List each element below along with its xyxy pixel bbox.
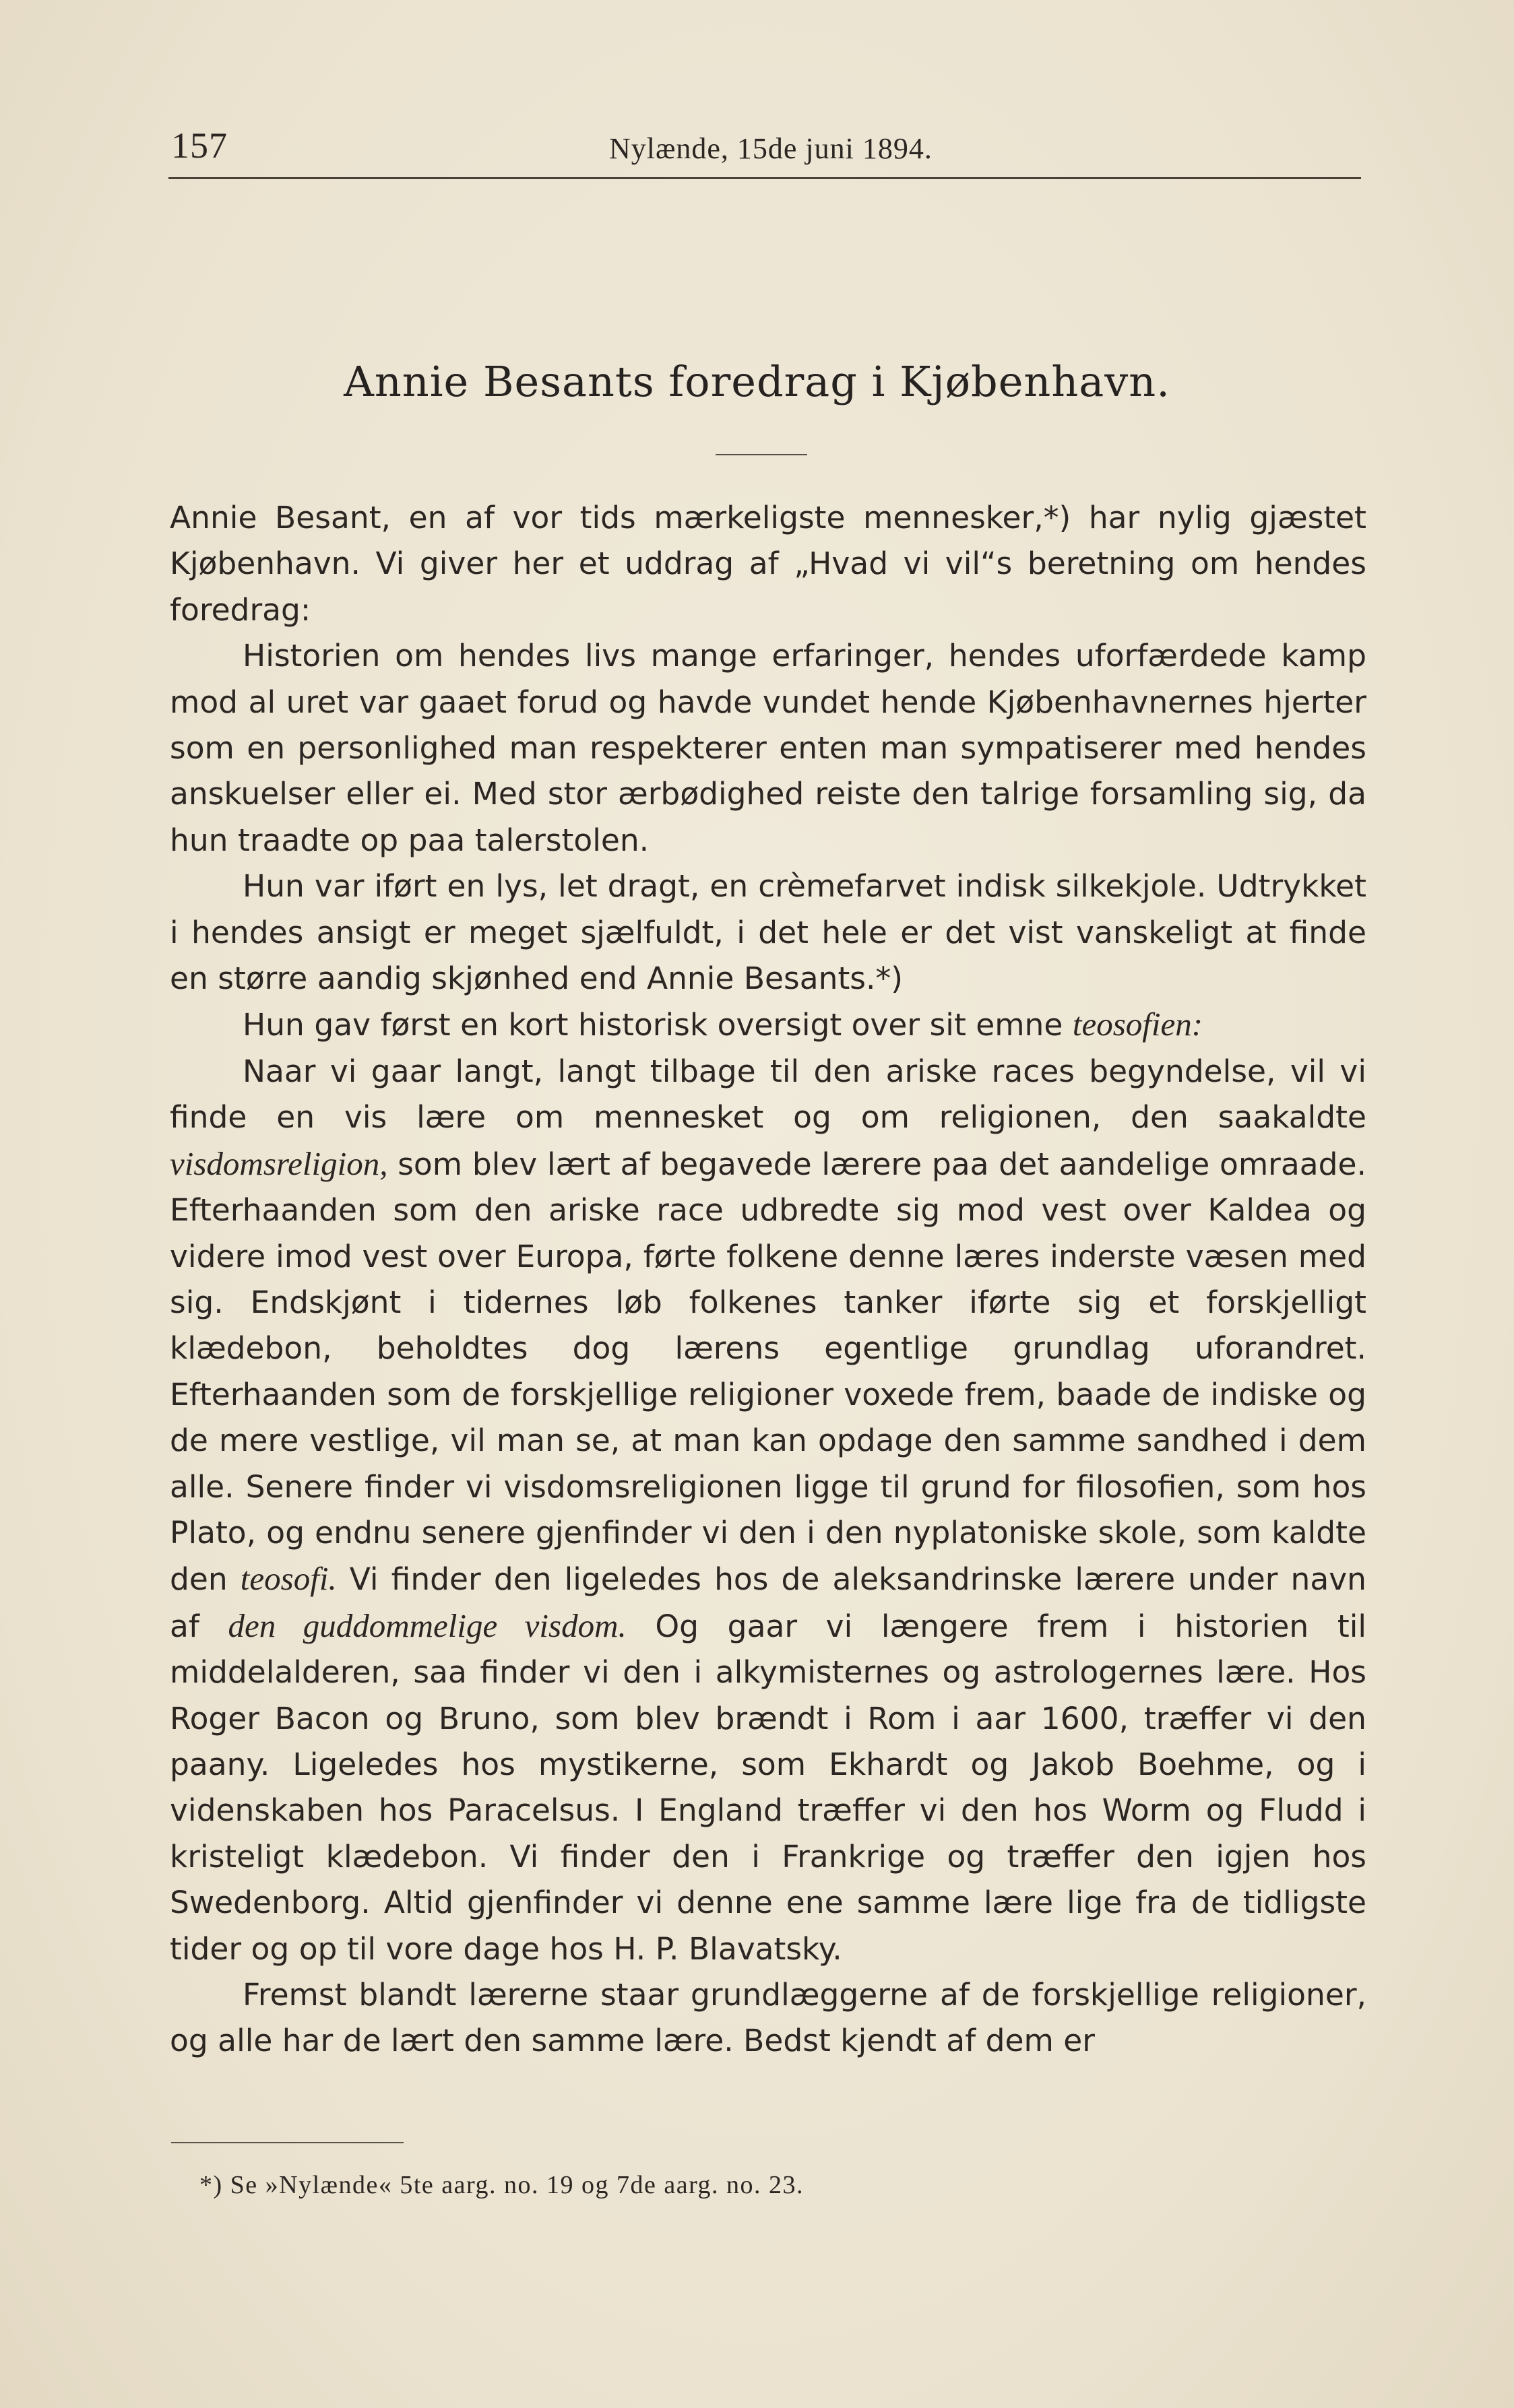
paragraph-text: Hun var iført en lys, let dragt, en crèmefarvet indisk silkekjole. Udtrykket i hendes ansigt er meget sjælfuldt, i det hele er det vist vanskeligt at finde en større aandig skjønhed end Annie Besants.*)	[170, 868, 1366, 997]
italic-term: visdomsreligion,	[170, 1144, 388, 1182]
paragraph-text: Og gaar vi længere frem i historien til middelalderen, saa finder vi den i alkymisternes og astrologernes lære. Hos Roger Bacon og Bruno, som blev brændt i Rom i aar 1600, træffer vi den paany. Ligeledes hos mystikerne, som Ekhardt og Jakob Boehme, og i videnskaben hos Paracelsus. I England træffer vi den hos Worm og Fludd i kristeligt klædebon. Vi finder den i Frankrige og træffer den igjen hos Swedenborg. Altid gjenfinder vi denne ene samme lære lige fra de tidligste tider og op til vore dage hos H. P. Blavatsky.	[170, 1608, 1366, 1967]
paragraph-text: Annie Besant, en af vor tids mærkeligste mennesker,*) har nylig gjæstet Kjøbenhavn. Vi giver her et uddrag af „Hvad vi vil“s beretning om hendes foredrag:	[170, 500, 1366, 628]
article-title: Annie Besants foredrag i Kjøbenhavn.	[344, 357, 1170, 406]
header-rule	[168, 177, 1361, 179]
page-number: 157	[171, 125, 228, 166]
paragraph-text: Fremst blandt lærerne staar grundlæggerne af de forskjellige religioner, og alle har de lært den samme lære. Bedst kjendt af dem er	[170, 1977, 1366, 2059]
paragraph-text: Naar vi gaar langt, langt tilbage til den ariske races begyndelse, vil vi finde en vis lære om mennesket og om religionen, den saakaldte	[170, 1053, 1366, 1136]
footnote: *) Se »Nylænde« 5te aarg. no. 19 og 7de aarg. no. 23.	[199, 2171, 805, 2199]
italic-term: den guddommelige visdom.	[228, 1606, 627, 1644]
article-body	[170, 495, 1366, 2064]
italic-term: teosofien:	[1072, 1006, 1203, 1043]
paragraph-text: Hun gav først en kort historisk oversigt over sit emne	[243, 1007, 1073, 1043]
paragraph	[170, 1049, 1366, 1972]
paragraph-text: Historien om hendes livs mange erfaringer, hendes uforfærdede kamp mod al uret var gaaet forud og havde vundet hende Kjøbenhavnernes hjerter som en personlighed man respekterer enten man sympatiserer med hendes anskuelser eller ei. Med stor ærbødighed reiste den talrige forsamling sig, da hun traadte op paa talerstolen.	[170, 638, 1366, 858]
paragraph-text: som blev lært af begavede lærere paa det aandelige omraade. Efterhaanden som den ariske race udbredte sig mod vest over Kaldea og videre imod vest over Europa, førte folkene denne læres inderste væsen med sig. Endskjønt i tidernes løb folkenes tanker iførte sig et forskjelligt klædebon, beholdtes dog lærens egentlige grundlag uforandret. Efterhaanden som de forskjellige religioner voxede frem, baade de indiske og de mere vestlige, vil man se, at man kan opdage den samme sandhed i dem alle. Senere finder vi visdomsreligionen ligge til grund for filosofien, som hos Plato, og endnu senere gjenfinder vi den i den nyplatoniske skole, som kaldte den	[170, 1146, 1366, 1598]
paragraph	[170, 864, 1366, 1002]
italic-term: teosofi.	[240, 1560, 337, 1598]
paragraph	[170, 633, 1366, 864]
paragraph	[170, 495, 1366, 633]
footnote-rule	[171, 2142, 404, 2143]
paragraph	[170, 1972, 1366, 2064]
paragraph-text: Vi finder den ligeledes hos de aleksandrinske lærere under navn af	[170, 1561, 1366, 1644]
paragraph	[170, 1002, 1366, 1048]
page-header	[171, 118, 1361, 178]
title-rule	[716, 454, 807, 455]
running-head: Nylænde, 15de juni 1894.	[609, 132, 933, 165]
